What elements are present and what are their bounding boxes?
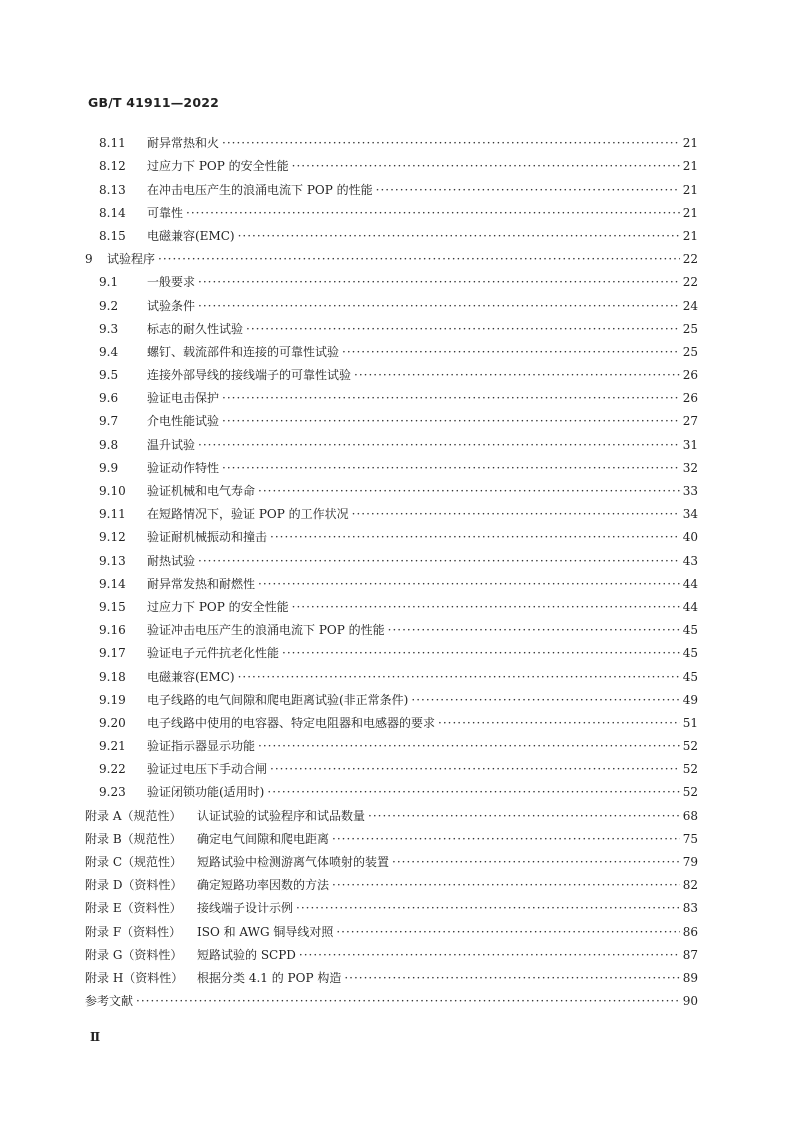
toc-dot-leader <box>186 205 680 221</box>
toc-entry-page: 49 <box>682 692 698 707</box>
toc-dot-leader <box>270 761 680 777</box>
toc-entry[interactable] <box>85 800 698 823</box>
toc-entry[interactable] <box>85 940 698 963</box>
toc-entry-number: 9.8 <box>99 437 119 452</box>
toc-entry[interactable] <box>85 221 698 244</box>
toc-entry-title: 短路试验的 SCPD <box>197 947 296 962</box>
toc-entry-number: 9.16 <box>99 623 126 638</box>
toc-dot-leader <box>270 529 680 545</box>
toc-entry-title: 试验条件 <box>147 298 196 313</box>
toc-dot-leader <box>238 669 680 685</box>
toc-entry-number: 8.15 <box>99 228 126 243</box>
toc-entry-title: 验证冲击电压产生的浪涌电流下 POP 的性能 <box>147 623 385 638</box>
toc-entry-title: 短路试验中检测游离气体喷射的装置 <box>197 855 390 869</box>
toc-entry-page: 44 <box>682 576 698 591</box>
toc-entry-number: 9.3 <box>99 321 119 336</box>
toc-entry-page: 40 <box>682 530 698 545</box>
toc-entry-number: 9.13 <box>99 553 126 568</box>
toc-entry-title: 过应力下 POP 的安全性能 <box>147 599 289 614</box>
toc-dot-leader <box>222 390 680 406</box>
toc-entry-number: 9.11 <box>99 507 126 522</box>
toc-entry[interactable] <box>85 986 698 1009</box>
toc-entry-title: 验证电击保护 <box>147 391 220 406</box>
toc-entry-number: 9.9 <box>99 460 119 475</box>
toc-entry-page: 34 <box>682 507 698 522</box>
toc-entry-number: 8.11 <box>99 136 126 151</box>
toc-entry-page: 21 <box>682 136 698 151</box>
toc-dot-leader <box>332 877 680 893</box>
toc-entry-page: 27 <box>682 414 698 429</box>
toc-entry[interactable] <box>85 893 698 916</box>
toc-entry-page: 26 <box>682 391 698 406</box>
toc-entry-number: 9.10 <box>99 484 126 498</box>
toc-entry-number: 9.22 <box>99 762 126 777</box>
toc-entry-title: 介电性能试验 <box>147 414 220 429</box>
toc-entry[interactable] <box>85 337 698 360</box>
toc-entry-number: 附录 B（规范性） <box>85 831 182 846</box>
toc-entry-title: 试验程序 <box>107 252 156 267</box>
toc-entry[interactable] <box>85 290 698 313</box>
toc-entry-number: 9.23 <box>99 785 126 800</box>
toc-entry-number: 9.4 <box>99 344 119 359</box>
toc-entry-title: 确定短路功率因数的方法 <box>197 878 330 893</box>
toc-dot-leader <box>222 413 680 429</box>
toc-entry-title: 验证动作特性 <box>147 460 220 475</box>
toc-entry-number: 8.13 <box>99 182 126 197</box>
toc-entry-title: 温升试验 <box>147 437 196 452</box>
toc-entry-page: 51 <box>682 715 698 730</box>
toc-entry[interactable] <box>85 267 698 290</box>
toc-entry-page: 21 <box>682 205 698 220</box>
toc-entry-title: 电磁兼容(EMC) <box>147 228 235 243</box>
toc-dot-leader <box>198 553 680 569</box>
toc-entry-number: 9.5 <box>99 368 119 383</box>
toc-entry-number: 8.14 <box>99 205 126 220</box>
toc-dot-leader <box>368 808 680 824</box>
toc-entry-number: 8.12 <box>99 159 126 174</box>
toc-entry[interactable] <box>85 708 698 731</box>
toc-entry-title: 耐热试验 <box>147 553 196 568</box>
toc-entry-number: 附录 F（资料性） <box>85 924 182 939</box>
toc-entry[interactable] <box>85 522 698 545</box>
toc-entry-page: 26 <box>682 368 698 383</box>
toc-dot-leader <box>336 924 679 940</box>
toc-entry-page: 68 <box>682 808 698 823</box>
toc-entry-title: 确定电气间隙和爬电距离 <box>197 831 330 846</box>
toc-entry-page: 52 <box>682 785 698 800</box>
toc-entry-page: 21 <box>682 228 698 243</box>
toc-entry-page: 25 <box>682 344 698 359</box>
toc-entry-number: 9 <box>85 252 93 267</box>
toc-entry[interactable] <box>85 963 698 986</box>
toc-entry-page: 32 <box>682 460 698 475</box>
toc-entry-number: 附录 C（规范性） <box>85 855 182 869</box>
toc-entry-title: 螺钉、载流部件和连接的可靠性试验 <box>147 344 340 359</box>
toc-dot-leader <box>392 854 680 870</box>
toc-entry[interactable] <box>85 198 698 221</box>
toc-dot-leader <box>198 298 680 314</box>
toc-dot-leader <box>222 460 680 476</box>
toc-dot-leader <box>258 738 680 754</box>
toc-entry-title: 电子线路中使用的电容器、特定电阻器和电感器的要求 <box>147 715 436 730</box>
toc-entry-title: 耐异常发热和耐燃性 <box>147 576 256 591</box>
toc-entry[interactable] <box>85 314 698 337</box>
toc-entry-number: 9.14 <box>99 576 126 591</box>
toc-entry-number: 9.19 <box>99 692 126 707</box>
toc-entry-page: 22 <box>682 252 698 267</box>
toc-entry-page: 31 <box>682 437 698 452</box>
toc-entry[interactable] <box>85 569 698 592</box>
toc-entry-title: 标志的耐久性试验 <box>147 321 244 336</box>
toc-entry-title: 一般要求 <box>147 275 196 290</box>
toc-dot-leader <box>292 158 680 174</box>
toc-dot-leader <box>238 228 680 244</box>
toc-dot-leader <box>258 483 680 499</box>
table-of-contents <box>85 128 698 1009</box>
toc-entry-title: 验证过电压下手动合闸 <box>147 762 268 777</box>
toc-entry-title: 在冲击电压产生的浪涌电流下 POP 的性能 <box>147 182 373 197</box>
toc-entry[interactable] <box>85 360 698 383</box>
toc-dot-leader <box>332 831 680 847</box>
toc-entry-page: 52 <box>682 762 698 777</box>
toc-entry-page: 33 <box>682 484 698 498</box>
document-code-header: GB/T 41911—2022 <box>88 95 220 110</box>
toc-entry[interactable] <box>85 754 698 777</box>
toc-entry-title: 连接外部导线的接线端子的可靠性试验 <box>147 368 352 383</box>
toc-entry-page: 90 <box>682 994 698 1009</box>
toc-entry-number: 9.20 <box>99 715 126 730</box>
toc-entry-title: 验证指示器显示功能 <box>147 739 256 754</box>
toc-entry-page: 89 <box>682 970 698 985</box>
toc-dot-leader <box>292 599 680 615</box>
toc-entry[interactable] <box>85 128 698 151</box>
toc-entry-page: 45 <box>682 646 698 661</box>
toc-entry[interactable] <box>85 406 698 429</box>
page-number-footer: Ⅱ <box>90 1030 101 1044</box>
toc-entry-page: 52 <box>682 739 698 754</box>
toc-entry[interactable] <box>85 383 698 406</box>
toc-entry[interactable] <box>85 151 698 174</box>
toc-entry-title: 在短路情况下，验证 POP 的工作状况 <box>147 507 349 522</box>
toc-entry-page: 75 <box>682 831 698 846</box>
toc-entry-title: 验证耐机械振动和撞击 <box>147 530 268 545</box>
toc-entry[interactable] <box>85 916 698 939</box>
toc-entry-number: 9.18 <box>99 669 126 684</box>
toc-dot-leader <box>376 182 680 198</box>
toc-entry[interactable] <box>85 824 698 847</box>
toc-entry-title: 验证机械和电气寿命 <box>147 484 256 498</box>
toc-entry[interactable] <box>85 174 698 197</box>
toc-entry-number: 9.7 <box>99 414 119 429</box>
toc-entry-number: 9.1 <box>99 275 119 290</box>
toc-entry-title: 接线端子设计示例 <box>197 901 294 916</box>
toc-entry-page: 79 <box>682 855 698 869</box>
toc-entry[interactable] <box>85 685 698 708</box>
toc-dot-leader <box>136 993 680 1009</box>
toc-entry[interactable] <box>85 453 698 476</box>
toc-entry-number: 附录 A（规范性） <box>85 808 182 823</box>
toc-dot-leader <box>352 506 680 522</box>
toc-entry-title: 验证闭锁功能(适用时) <box>147 785 265 800</box>
toc-dot-leader <box>246 321 680 337</box>
toc-dot-leader <box>354 367 680 383</box>
toc-entry-page: 44 <box>682 599 698 614</box>
toc-entry-page: 25 <box>682 321 698 336</box>
toc-entry-number: 附录 D（资料性） <box>85 878 183 893</box>
toc-entry[interactable] <box>85 244 698 267</box>
toc-entry-title: ISO 和 AWG 铜导线对照 <box>197 924 334 939</box>
toc-dot-leader <box>342 344 680 360</box>
toc-dot-leader <box>267 784 679 800</box>
toc-entry-number: 9.21 <box>99 739 126 754</box>
toc-entry-title: 可靠性 <box>147 205 184 220</box>
toc-entry[interactable] <box>85 638 698 661</box>
toc-entry-page: 21 <box>682 182 698 197</box>
toc-dot-leader <box>198 437 680 453</box>
toc-entry-number: 9.15 <box>99 599 126 614</box>
toc-entry-title: 参考文献 <box>85 994 134 1009</box>
toc-entry-number: 附录 H（资料性） <box>85 970 184 985</box>
toc-entry-page: 43 <box>682 553 698 568</box>
toc-entry-title: 电磁兼容(EMC) <box>147 669 235 684</box>
toc-entry[interactable] <box>85 592 698 615</box>
toc-entry-title: 耐异常热和火 <box>147 136 220 151</box>
toc-dot-leader <box>296 900 680 916</box>
toc-dot-leader <box>411 692 679 708</box>
toc-entry[interactable] <box>85 429 698 452</box>
toc-entry-number: 附录 G（资料性） <box>85 947 183 962</box>
toc-entry-page: 45 <box>682 623 698 638</box>
toc-entry-page: 82 <box>682 878 698 893</box>
toc-dot-leader <box>388 622 680 638</box>
toc-dot-leader <box>198 274 680 290</box>
toc-dot-leader <box>299 947 680 963</box>
toc-entry-number: 9.12 <box>99 530 126 545</box>
toc-dot-leader <box>282 645 680 661</box>
toc-entry-page: 22 <box>682 275 698 290</box>
toc-entry-page: 86 <box>682 924 698 939</box>
toc-entry[interactable] <box>85 870 698 893</box>
toc-entry[interactable] <box>85 731 698 754</box>
toc-entry-number: 9.17 <box>99 646 126 661</box>
toc-entry[interactable] <box>85 661 698 684</box>
toc-dot-leader <box>258 576 680 592</box>
toc-entry-page: 21 <box>682 159 698 174</box>
toc-entry[interactable] <box>85 847 698 870</box>
toc-entry[interactable] <box>85 777 698 800</box>
toc-entry[interactable] <box>85 499 698 522</box>
toc-dot-leader <box>158 251 680 267</box>
toc-entry-title: 验证电子元件抗老化性能 <box>147 646 280 661</box>
toc-entry[interactable] <box>85 545 698 568</box>
toc-dot-leader <box>438 715 680 731</box>
toc-entry-title: 根据分类 4.1 的 POP 构造 <box>197 970 342 985</box>
toc-dot-leader <box>344 970 679 986</box>
toc-entry[interactable] <box>85 476 698 499</box>
toc-entry-page: 87 <box>682 947 698 962</box>
toc-entry-number: 9.6 <box>99 391 119 406</box>
toc-entry-page: 24 <box>682 298 698 313</box>
toc-entry-page: 45 <box>682 669 698 684</box>
toc-entry-page: 83 <box>682 901 698 916</box>
toc-entry[interactable] <box>85 615 698 638</box>
toc-dot-leader <box>222 135 680 151</box>
toc-entry-title: 电子线路的电气间隙和爬电距离试验(非正常条件) <box>147 692 409 707</box>
toc-entry-title: 过应力下 POP 的安全性能 <box>147 159 289 174</box>
toc-entry-number: 附录 E（资料性） <box>85 901 182 916</box>
toc-entry-title: 认证试验的试验程序和试品数量 <box>197 808 366 823</box>
toc-entry-number: 9.2 <box>99 298 119 313</box>
